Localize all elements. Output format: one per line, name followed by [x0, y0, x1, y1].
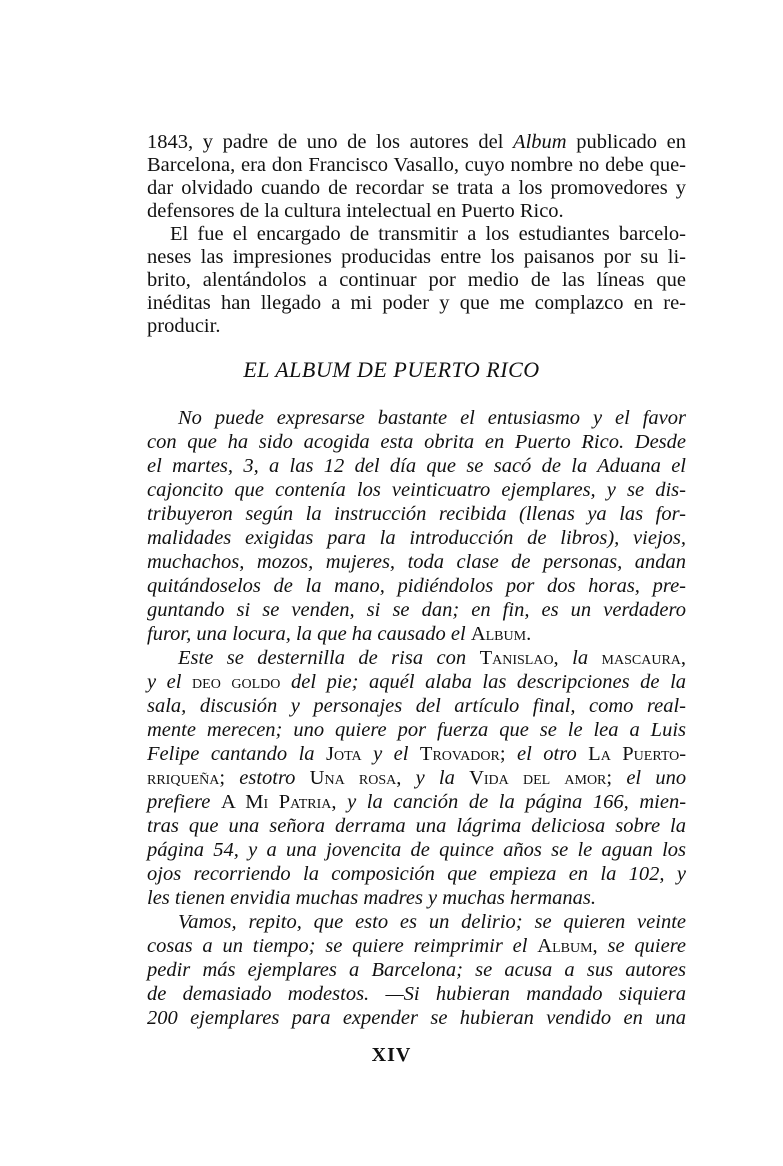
quote-line-5: tribuyeron según la instrucción recibida (llenas ya las for-	[147, 503, 686, 525]
quote-line-18: tras que una señora derrama una lágrima deliciosa sobre la	[147, 815, 686, 837]
quote-line-11: Este se desternilla de risa con Tanislao, la mascaura,	[178, 647, 687, 669]
intro-line-6: neses las impresiones producidas entre los paisanos por su li-	[147, 246, 686, 268]
intro-line-9: producir.	[147, 315, 221, 337]
quote-line-9: guntando si se venden, si se dan; en fin, es un verdadero	[147, 599, 686, 621]
quote-line-12: y el deo goldo del pie; aquél alaba las descripciones de la	[147, 671, 687, 693]
quote-line-3: el martes, 3, a las 12 del día que se sacó de la Aduana el	[147, 455, 686, 477]
quote-line-8: quitándoselos de la mano, pidiéndolos por dos horas, pre-	[147, 575, 686, 597]
quote-line-20: ojos recorriendo la composición que empieza en la 102, y	[147, 863, 686, 885]
section-title: EL ALBUM DE PUERTO RICO	[243, 357, 540, 382]
quote-line-21: les tienen envidia muchas madres y muchas hermanas.	[147, 887, 597, 909]
quote-line-24: pedir más ejemplares a Barcelona; se acusa a sus autores	[147, 959, 686, 981]
quote-line-4: cajoncito que contenía los veinticuatro ejemplares, y se dis-	[147, 479, 686, 501]
intro-line-1: 1843, y padre de uno de los autores del Album publicado en	[147, 131, 687, 153]
quote-line-7: muchachos, mozos, mujeres, toda clase de personas, andan	[147, 551, 686, 573]
quote-line-19: página 54, y a una jovencita de quince años se le aguan los	[147, 839, 686, 861]
quote-line-1: No puede expresarse bastante el entusiasmo y el favor	[178, 407, 686, 429]
quote-line-23: cosas a un tiempo; se quiere reimprimir el Album, se quiere	[147, 935, 687, 957]
intro-line-5: El fue el encargado de transmitir a los estudiantes barcelo-	[170, 223, 686, 245]
quote-line-15: Felipe cantando la Jota y el Trovador; el otro La Puerto-	[147, 743, 687, 765]
intro-line-4: defensores de la cultura intelectual en Puerto Rico.	[147, 200, 564, 222]
album-small-caps: Album.	[470, 623, 532, 645]
intro-line-2: Barcelona, era don Francisco Vasallo, cuyo nombre no debe que-	[147, 154, 686, 176]
page-number: XIV	[371, 1044, 412, 1066]
quote-line-22: Vamos, repito, que esto es un delirio; se quieren veinte	[178, 911, 686, 933]
quote-line-13: sala, discusión y personajes del artículo final, como real-	[147, 695, 686, 717]
intro-line-8: inéditas han llegado a mi poder y que me complazco en re-	[147, 292, 686, 314]
quote-line-26: 200 ejemplares para expender se hubieran vendido en una	[147, 1007, 686, 1029]
quote-line-17: prefiere A Mi Patria, y la canción de la página 166, mien-	[147, 791, 687, 813]
intro-line-7: brito, alentándolos a continuar por medio de las líneas que	[147, 269, 686, 291]
intro-line-3: dar olvidado cuando de recordar se trata a los promovedores y	[147, 177, 686, 199]
quote-line-2: con que ha sido acogida esta obrita en Puerto Rico. Desde	[147, 431, 686, 453]
quote-line-14: mente merecen; uno quiere por fuerza que se le lea a Luis	[147, 719, 686, 741]
quote-line-6: malidades exigidas para la introducción de libros), viejos,	[147, 527, 686, 549]
album-italic: Album	[513, 131, 567, 153]
quote-line-10: furor, una locura, la que ha causado el Album.	[147, 623, 532, 645]
quote-line-16: rriqueña; estotro Una rosa, y la Vida del amor; el uno	[147, 767, 687, 789]
quote-line-25: de demasiado modestos. —Si hubieran mandado siquiera	[147, 983, 686, 1005]
